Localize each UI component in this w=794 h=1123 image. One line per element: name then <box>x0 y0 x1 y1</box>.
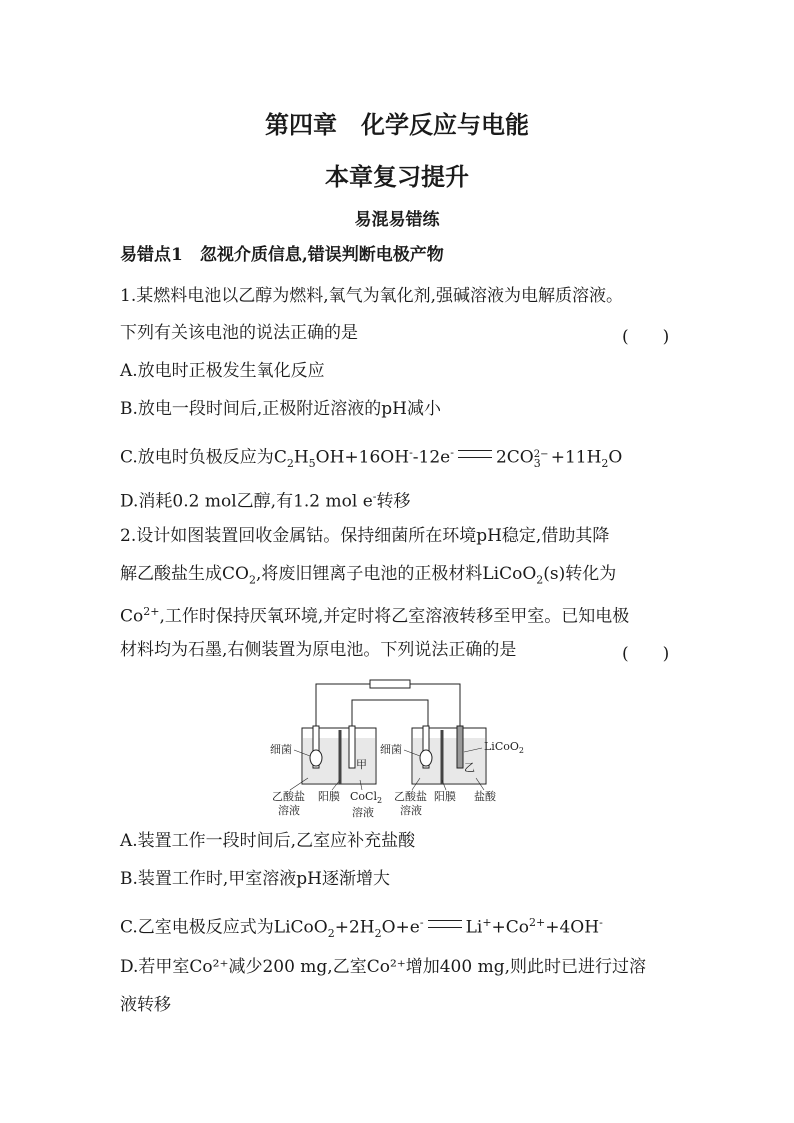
q2-option-c: C.乙室电极反应式为$LiCoO_2+2H_2O+e^-$ $Li^++Co^{2+}+4OH^-$ <box>120 916 603 941</box>
q1-option-b: B.放电一段时间后,正极附近溶液的pH减小 <box>120 399 442 419</box>
q2-option-d-line2: 液转移 <box>120 995 171 1015</box>
electrode-left-b <box>349 726 355 768</box>
label-acetate-left-1: 乙酸盐 <box>272 790 305 803</box>
electrochemical-apparatus-diagram <box>270 678 540 818</box>
label-membrane-left: 阳膜 <box>318 790 340 803</box>
label-acetate-right-1: 乙酸盐 <box>394 790 427 803</box>
q2-option-d-line1: D.若甲室Co²⁺减少200 mg,乙室Co²⁺增加400 mg,则此时已进行过溶 <box>120 957 647 977</box>
bacteria-left-shape <box>310 750 322 766</box>
q1-option-d-prefix: D.消耗0.2 mol乙醇,有1.2 mol e <box>120 491 373 512</box>
subsection-title: 易混易错练 <box>354 210 440 230</box>
label-cocl2: CoCl$_2$ <box>350 790 383 805</box>
q1-option-d: D.消耗0.2 mol乙醇,有1.2 mol e-转移 <box>120 490 411 512</box>
label-licoo2: LiCoO$_2$ <box>484 740 524 755</box>
q1-answer-paren: ( ) <box>622 327 670 347</box>
section-title: 本章复习提升 <box>325 162 469 191</box>
equals-sign <box>458 450 492 458</box>
q2-stem-line4: 材料均为石墨,右侧装置为原电池。下列说法正确的是 <box>120 640 517 660</box>
label-jia: 甲 <box>356 758 367 771</box>
label-yi: 乙 <box>464 761 475 774</box>
q1-stem-line1: 1.某燃料电池以乙醇为燃料,氧气为氧化剂,强碱溶液为电解质溶液。 <box>120 286 624 306</box>
q2-option-a: A.装置工作一段时间后,乙室应补充盐酸 <box>120 831 416 851</box>
point-title: 易错点1 忽视介质信息,错误判断电极产物 <box>120 245 444 265</box>
label-acetate-left-2: 溶液 <box>278 804 300 817</box>
q2-stem-line3-a: Co <box>120 606 144 627</box>
q2-stem-line1: 2.设计如图装置回收金属钴。保持细菌所在环境pH稳定,借助其降 <box>120 526 610 546</box>
q1-stem-line2: 下列有关该电池的说法正确的是 <box>120 323 358 343</box>
q2-stem-line2-a: 解乙酸盐生成CO <box>120 564 249 584</box>
label-acetate-right-2: 溶液 <box>400 804 422 817</box>
equals-sign-2 <box>428 920 462 928</box>
label-hcl: 盐酸 <box>474 790 496 803</box>
wire-middle <box>352 700 428 728</box>
q2-stem-line2-c: (s)转化为 <box>543 564 617 584</box>
q2-option-c-prefix: C.乙室电极反应式为LiCoO <box>120 917 328 938</box>
label-bacteria-right: 细菌 <box>380 743 402 756</box>
q2-stem-line3-b: ,工作时保持厌氧环境,并定时将乙室溶液转移至甲室。已知电极 <box>159 606 630 627</box>
bacteria-right-shape <box>420 750 432 766</box>
electrode-right-b <box>457 726 463 768</box>
q1-option-a: A.放电时正极发生氧化反应 <box>120 361 325 381</box>
chapter-title: 第四章 化学反应与电能 <box>265 110 529 139</box>
label-membrane-right: 阳膜 <box>434 790 456 803</box>
q2-stem-line3: $Co^{2+}$,工作时保持厌氧环境,并定时将乙室溶液转移至甲室。已知电极 <box>120 605 630 627</box>
q1-option-c-prefix: C.放电时负极反应为 <box>120 447 274 468</box>
q2-stem-line2-b: ,将废旧锂离子电池的正极材料LiCoO <box>255 564 537 584</box>
label-bacteria-left: 细菌 <box>270 743 292 756</box>
wire-top-left <box>316 684 370 728</box>
q1-option-c: C.放电时负极反应为$C_2H_5OH+16OH^--12e^-$ 2CO $_{2- 3} +11H_2O$ <box>120 446 623 471</box>
q2-option-b: B.装置工作时,甲室溶液pH逐渐增大 <box>120 869 391 889</box>
wire-top-right <box>410 684 460 728</box>
q1-option-d-suffix: 转移 <box>376 491 411 512</box>
label-cocl2-solution: 溶液 <box>352 806 374 818</box>
q2-stem-line2: 解乙酸盐生成$CO_2$,将废旧锂离子电池的正极材料LiCoO$_2$(s)转化为 <box>120 564 617 587</box>
resistor <box>370 680 410 688</box>
q2-answer-paren: ( ) <box>622 644 670 664</box>
